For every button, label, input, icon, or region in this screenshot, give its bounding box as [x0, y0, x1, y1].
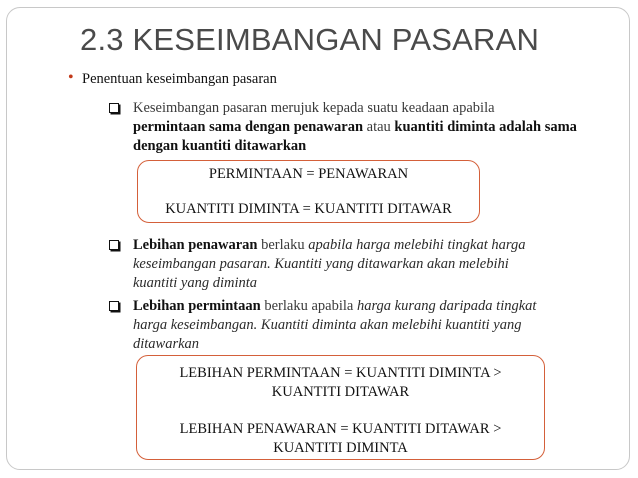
slide-title: 2.3 KESEIMBANGAN PASARAN [80, 22, 540, 57]
item2-italic2: keseimbangan pasaran. Kuantiti yang ditawarkan akan melebihi [133, 256, 509, 272]
item3-line1 [133, 297, 603, 316]
bullet-dot-icon: • [68, 69, 74, 86]
item3-normal: berlaku apabila [260, 298, 357, 314]
item3-italic1: harga kurang daripada tingkat [356, 298, 537, 314]
equation-box-1 [137, 160, 480, 223]
item3-italic2: harga keseimbangan. Kuantiti diminta akan melebihi kuantiti yang [133, 317, 522, 333]
checkbox-square-icon [109, 103, 119, 113]
item1-line2 [133, 118, 603, 137]
item2-line3 [133, 274, 603, 293]
checkbox-square-icon [109, 301, 119, 311]
item3-italic3: ditawarkan [133, 336, 200, 352]
item1-line3 [133, 137, 603, 156]
box1-line2: KUANTITI DIMINTA = KUANTITI DITAWAR [165, 201, 452, 217]
box2-line2: KUANTITI DITAWAR [271, 384, 410, 400]
list-item-keseimbangan [133, 99, 603, 156]
item1-bold3: dengan kuantiti ditawarkan [133, 138, 307, 154]
list-item-lebihan-penawaran [133, 236, 603, 293]
item3-line2 [133, 316, 603, 335]
equation-box-2 [136, 355, 545, 460]
item1-line1: Keseimbangan pasaran merujuk kepada suatu keadaan apabila [133, 100, 495, 116]
item1-bold2: kuantiti diminta adalah sama [394, 119, 577, 135]
box2-line1: LEBIHAN PERMINTAAN = KUANTITI DIMINTA > [179, 365, 502, 381]
box2-line3: LEBIHAN PENAWARAN = KUANTITI DITAWAR > [179, 421, 502, 437]
item1-normal: atau [363, 119, 395, 135]
item2-bold: Lebihan penawaran [133, 237, 258, 253]
item3-line3 [133, 335, 603, 354]
item2-line2 [133, 255, 603, 274]
item3-bold: Lebihan permintaan [133, 298, 261, 314]
item2-italic3: kuantiti yang diminta [133, 275, 258, 291]
item1-bold1: permintaan sama dengan penawaran [133, 119, 364, 135]
checkbox-square-icon [109, 240, 119, 250]
box1-line1: PERMINTAAN = PENAWARAN [208, 166, 409, 182]
item2-line1 [133, 236, 603, 255]
list-item-lebihan-permintaan [133, 297, 603, 354]
box2-line4: KUANTITI DIMINTA [273, 440, 408, 456]
item2-italic1: apabila harga melebihi tingkat harga [308, 237, 526, 253]
main-bullet [68, 69, 277, 88]
main-bullet-text: Penentuan keseimbangan pasaran [82, 71, 277, 87]
item2-normal: berlaku [257, 237, 309, 253]
